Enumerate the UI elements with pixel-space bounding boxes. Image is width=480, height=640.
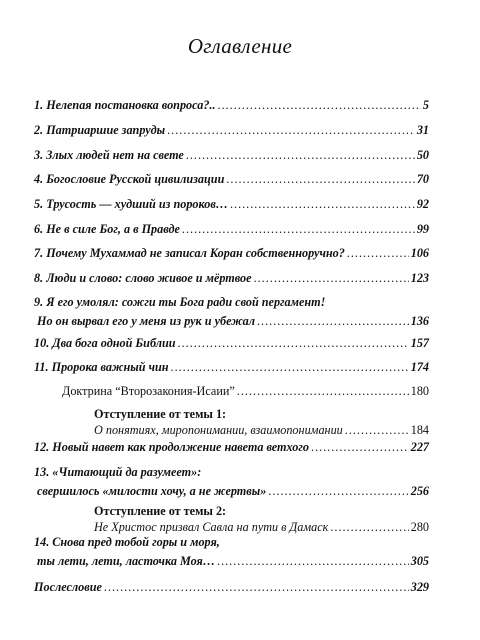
toc-page-number: 280 bbox=[410, 520, 429, 534]
toc-page-number: 157 bbox=[410, 336, 429, 350]
toc-entry-title: ты лети, лети, ласточка Моя… bbox=[37, 554, 216, 568]
toc-page-number: 227 bbox=[410, 440, 429, 454]
page-title: Оглавление bbox=[187, 34, 293, 58]
toc-entry-title: 10. Два бога одной Библии bbox=[34, 336, 176, 350]
leader-dots bbox=[268, 482, 408, 501]
leader-dots bbox=[171, 358, 409, 377]
toc-entry-title-line1: 13. «Читающий да разумеет»: bbox=[34, 465, 202, 479]
toc-entry-3[interactable] bbox=[34, 146, 429, 165]
toc-entry-10[interactable] bbox=[34, 334, 429, 353]
toc-entry-title: 1. Нелепая постановка вопроса?.. bbox=[34, 98, 216, 112]
toc-page-number: 174 bbox=[410, 360, 429, 374]
toc-page-number: 70 bbox=[416, 172, 429, 186]
toc-entry-title-line1: 9. Я его умолял: сожги ты Бога ради свой пергамент! bbox=[34, 295, 326, 309]
toc-page-number: 106 bbox=[410, 246, 429, 260]
toc-page-number: 99 bbox=[416, 222, 429, 236]
toc-page-number: 180 bbox=[410, 384, 429, 398]
toc-entry-9[interactable] bbox=[34, 293, 429, 331]
toc-page-number: 5 bbox=[422, 98, 429, 112]
leader-dots bbox=[257, 312, 409, 331]
toc-entry-afterword[interactable] bbox=[34, 578, 429, 597]
toc-entry-title: 4. Богословие Русской цивилизации bbox=[34, 172, 225, 186]
toc-entry-title: 5. Трусость — худший из пороков… bbox=[34, 197, 228, 211]
toc-entry-title: О понятиях, миропонимании, взаимопонимании bbox=[94, 423, 343, 437]
toc-entry-title: 7. Почему Мухаммад не записал Коран собственноручно? bbox=[34, 246, 345, 260]
leader-dots bbox=[186, 146, 415, 165]
toc-entry-title: Но он вырвал его у меня из рук и убежал bbox=[37, 314, 255, 328]
toc-entry-title: 12. Новый навет как продолжение навета ветхого bbox=[34, 440, 309, 454]
leader-dots bbox=[254, 269, 409, 288]
toc-page-number: 123 bbox=[410, 271, 429, 285]
digression-heading: Отступление от темы 2: bbox=[94, 504, 227, 518]
toc-entry-title: свершилось «милости хочу, а не жертвы» bbox=[37, 484, 267, 498]
toc-entry-12[interactable] bbox=[34, 438, 429, 457]
leader-dots bbox=[167, 121, 415, 140]
toc-entry-7[interactable] bbox=[34, 244, 429, 263]
toc-entry-title-line1: 14. Снова пред тобой горы и моря, bbox=[34, 535, 220, 549]
toc-entry-title: Послесловие bbox=[34, 580, 102, 594]
toc-entry-11[interactable] bbox=[34, 358, 429, 377]
toc-entry-1[interactable] bbox=[34, 96, 429, 115]
leader-dots bbox=[347, 244, 409, 263]
toc-digression-1[interactable] bbox=[94, 406, 429, 438]
toc-entry-14[interactable] bbox=[34, 533, 429, 571]
leader-dots bbox=[311, 438, 409, 457]
toc-page-number: 256 bbox=[410, 484, 429, 498]
toc-entry-8[interactable] bbox=[34, 269, 429, 288]
toc-page-number: 184 bbox=[410, 423, 429, 437]
toc-entry-13[interactable] bbox=[34, 463, 429, 501]
toc-entry-title: 8. Люди и слово: слово живое и мёртвое bbox=[34, 271, 252, 285]
leader-dots bbox=[230, 195, 415, 214]
toc-entry-title: 11. Пророка важный чин bbox=[34, 360, 169, 374]
toc-sub-entry[interactable] bbox=[62, 382, 429, 401]
toc-entry-4[interactable] bbox=[34, 170, 429, 189]
toc-page-number: 305 bbox=[410, 554, 429, 568]
toc-page-number: 31 bbox=[416, 123, 429, 137]
toc-entry-title: 2. Патриаршие запруды bbox=[34, 123, 166, 137]
leader-dots bbox=[178, 334, 409, 353]
leader-dots bbox=[217, 552, 409, 571]
toc-entry-5[interactable] bbox=[34, 195, 429, 214]
toc-page-number: 92 bbox=[416, 197, 429, 211]
toc-digression-2[interactable] bbox=[94, 503, 429, 535]
digression-heading: Отступление от темы 1: bbox=[94, 407, 227, 421]
toc-entry-title: 3. Злых людей нет на свете bbox=[34, 148, 184, 162]
leader-dots bbox=[237, 382, 409, 401]
toc-entry-title: Не Христос призвал Савла на пути в Дамаск bbox=[94, 520, 329, 534]
toc-page-number: 329 bbox=[410, 580, 429, 594]
leader-dots bbox=[182, 220, 415, 239]
toc-entry-title: Доктрина “Второзакония-Исаии” bbox=[62, 384, 235, 398]
leader-dots bbox=[218, 96, 421, 115]
toc-page-number: 50 bbox=[416, 148, 429, 162]
toc-entry-2[interactable] bbox=[34, 121, 429, 140]
leader-dots bbox=[345, 422, 409, 438]
leader-dots bbox=[226, 170, 414, 189]
leader-dots bbox=[104, 578, 409, 597]
toc-page-number: 136 bbox=[410, 314, 429, 328]
toc-entry-title: 6. Не в силе Бог, а в Правде bbox=[34, 222, 180, 236]
toc-entry-6[interactable] bbox=[34, 220, 429, 239]
